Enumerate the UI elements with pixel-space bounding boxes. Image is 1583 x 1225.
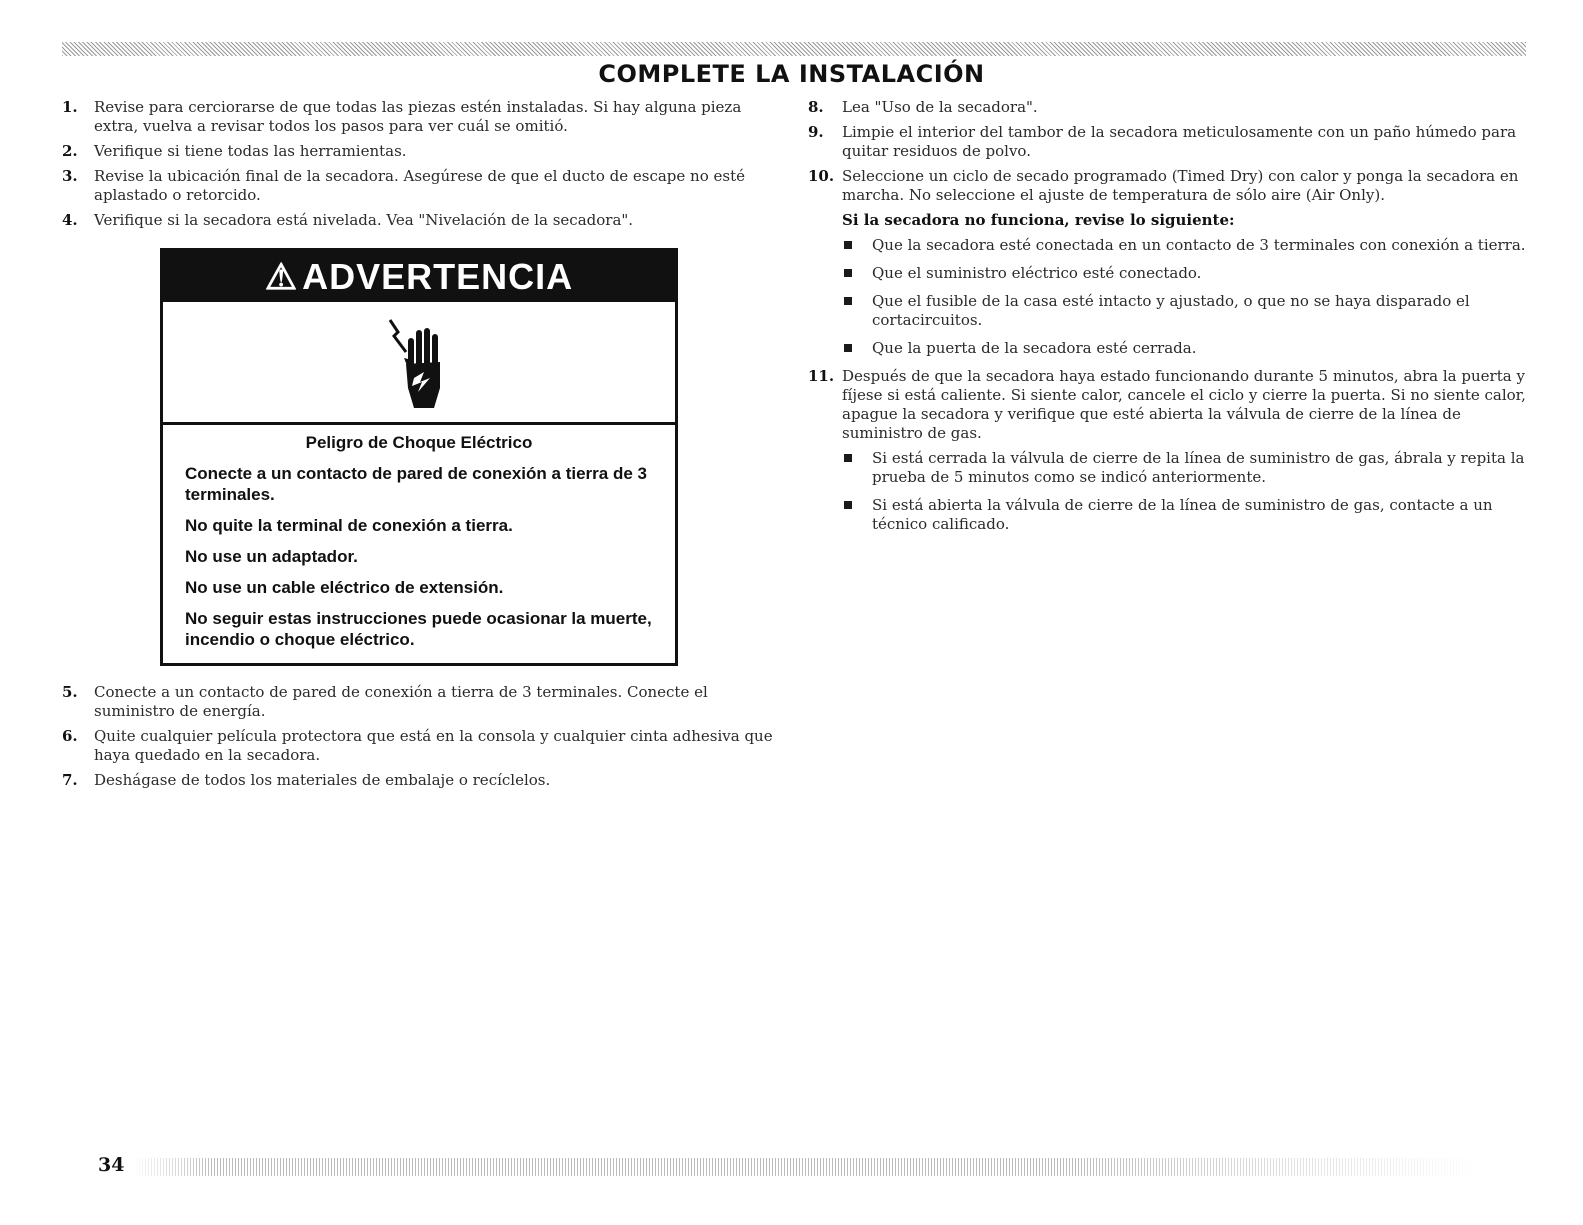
step-item <box>808 367 1528 443</box>
step-text: Seleccione un ciclo de secado programado (Timed Dry) con calor y ponga la secadora en marcha. No seleccione el ajuste de temperatura de sólo aire (Air Only). <box>842 167 1519 204</box>
step-text: Verifique si la secadora está nivelada. Vea "Nivelación de la secadora". <box>94 211 634 229</box>
step-item <box>808 167 1528 205</box>
step-number: 9. <box>808 123 824 141</box>
warning-triangle-icon: ⚠ <box>264 255 299 297</box>
step-number: 5. <box>62 683 78 701</box>
left-column-steps-after <box>62 683 782 796</box>
square-bullet-icon <box>844 344 852 352</box>
electric-shock-hand-icon <box>384 312 454 412</box>
step-item <box>808 98 1528 117</box>
step-number: 1. <box>62 98 78 116</box>
step-text: Quite cualquier película protectora que está en la consola y cualquier cinta adhesiva que haya quedado en la secadora. <box>94 727 773 764</box>
warning-line: No seguir estas instrucciones puede ocasionar la muerte, incendio o choque eléctrico. <box>185 609 652 649</box>
page-number: 34 <box>98 1154 125 1176</box>
step-text: Conecte a un contacto de pared de conexión a tierra de 3 terminales. Conecte el suministro de energía. <box>94 683 708 720</box>
checklist-text: Que la secadora esté conectada en un contacto de 3 terminales con conexión a tierra. <box>872 236 1526 254</box>
warning-box <box>160 248 678 666</box>
step-item <box>62 98 782 136</box>
footer-decorative-band <box>130 1158 1480 1176</box>
step-text: Deshágase de todos los materiales de embalaje o recíclelos. <box>94 771 551 789</box>
warning-line: Conecte a un contacto de pared de conexión a tierra de 3 terminales. <box>185 464 647 504</box>
warning-line: No quite la terminal de conexión a tierra. <box>185 516 513 535</box>
step-number: 11. <box>808 367 835 385</box>
step-text: Verifique si tiene todas las herramientas. <box>94 142 407 160</box>
warning-subtitle: Peligro de Choque Eléctrico <box>305 433 533 452</box>
header-decorative-band <box>62 42 1526 56</box>
step-item <box>808 123 1528 161</box>
square-bullet-icon <box>844 454 852 462</box>
step-text: Lea "Uso de la secadora". <box>842 98 1038 116</box>
checklist-text: Que el fusible de la casa esté intacto y ajustado, o que no se haya disparado el cortacircuitos. <box>872 292 1470 329</box>
step-number: 10. <box>808 167 835 185</box>
checklist-item <box>808 236 1528 255</box>
step-text: Revise para cerciorarse de que todas las piezas estén instaladas. Si hay alguna pieza extra, vuelva a revisar todos los pasos para ver cuál se omitió. <box>94 98 742 135</box>
step-number: 4. <box>62 211 78 229</box>
checklist-item <box>808 339 1528 358</box>
checklist-heading: Si la secadora no funciona, revise lo siguiente: <box>842 211 1235 229</box>
square-bullet-icon <box>844 241 852 249</box>
warning-line: No use un adaptador. <box>185 547 358 566</box>
step-text: Revise la ubicación final de la secadora. Asegúrese de que el ducto de escape no esté aplastado o retorcido. <box>94 167 745 204</box>
checklist-text: Que el suministro eléctrico esté conectado. <box>872 264 1202 282</box>
gas-bullet-text: Si está abierta la válvula de cierre de la línea de suministro de gas, contacte a un técnico calificado. <box>872 496 1493 533</box>
step-item <box>62 142 782 161</box>
square-bullet-icon <box>844 297 852 305</box>
step-item <box>62 771 782 790</box>
warning-line: No use un cable eléctrico de extensión. <box>185 578 504 597</box>
step-number: 8. <box>808 98 824 116</box>
warning-header-label: ADVERTENCIA <box>302 255 574 297</box>
step-number: 6. <box>62 727 78 745</box>
step-text: Después de que la secadora haya estado funcionando durante 5 minutos, abra la puerta y fíjese si está caliente. Si siente calor, cancele el ciclo y cierre la puerta. Si no siente calor, apague la secadora y verifique que esté abierta la válvula de cierre de la línea de suministro de gas. <box>842 367 1526 442</box>
square-bullet-icon <box>844 269 852 277</box>
step-item <box>62 683 782 721</box>
warning-header <box>163 251 675 302</box>
square-bullet-icon <box>844 501 852 509</box>
step-text: Limpie el interior del tambor de la secadora meticulosamente con un paño húmedo para quitar residuos de polvo. <box>842 123 1517 160</box>
step-item <box>62 167 782 205</box>
gas-bullet-item <box>808 449 1528 487</box>
gas-bullet-text: Si está cerrada la válvula de cierre de la línea de suministro de gas, ábrala y repita la prueba de 5 minutos como se indicó anteriormente. <box>872 449 1525 486</box>
gas-bullet-item <box>808 496 1528 534</box>
checklist-text: Que la puerta de la secadora esté cerrada. <box>872 339 1197 357</box>
left-column-steps <box>62 98 782 236</box>
step-item <box>62 727 782 765</box>
checklist-item <box>808 264 1528 283</box>
warning-icon-area <box>163 302 675 425</box>
step-number: 2. <box>62 142 78 160</box>
page-title: COMPLETE LA INSTALACIÓN <box>598 60 985 88</box>
warning-body <box>163 425 675 650</box>
step-number: 3. <box>62 167 78 185</box>
step-number: 7. <box>62 771 78 789</box>
right-column-steps <box>808 98 1528 543</box>
step-item <box>62 211 782 230</box>
checklist-item <box>808 292 1528 330</box>
